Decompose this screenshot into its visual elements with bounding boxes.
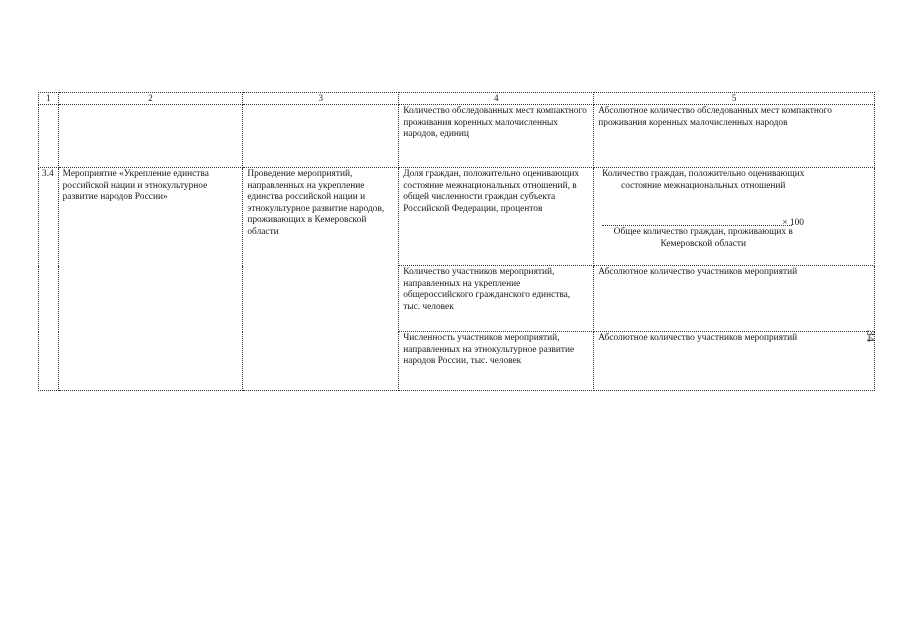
empty-cell [39,105,59,168]
table-row [39,105,875,168]
measure-cell: Мероприятие «Укрепление единства российской нации и этнокультурное развитие народов России» [58,168,243,391]
method-cell: Абсолютное количество участников мероприятий [594,332,875,391]
formula-cell [594,168,875,266]
formula [598,169,870,261]
indicator-cell: Доля граждан, положительно оценивающих состояние межнациональных отношений, в общей численности граждан субъекта Российской Федерации, процентов [399,168,594,266]
indicator-cell: Количество обследованных мест компактного проживания коренных малочисленных народов, единиц [399,105,594,168]
formula-multiplier: × 100 [782,218,804,228]
formula-numerator: Количество граждан, положительно оценивающих состояние межнациональных отношений [602,169,805,191]
header-row [39,93,875,105]
header-cell: 5 [594,93,875,105]
formula-denominator: Общее количество граждан, проживающих в Кемеровской области [613,227,793,249]
page-number: 34 [864,330,878,342]
method-cell: Абсолютное количество участников мероприятий [594,266,875,332]
action-cell: Проведение мероприятий, направленных на укрепление единства российской нации и этнокультурное развитие народов, проживающих в Кемеровской области [243,168,399,391]
table-row [39,168,875,266]
header-cell: 3 [243,93,399,105]
fraction-line [602,225,792,226]
row-number: 3.4 [39,168,59,391]
indicators-table [38,92,875,391]
indicator-cell: Количество участников мероприятий, направленных на укрепление общероссийского гражданского единства, тыс. человек [399,266,594,332]
empty-cell [243,105,399,168]
empty-cell [58,105,243,168]
header-cell: 1 [39,93,59,105]
header-cell: 4 [399,93,594,105]
method-cell: Абсолютное количество обследованных мест компактного проживания коренных малочисленных народов [594,105,875,168]
indicator-cell: Численность участников мероприятий, направленных на этнокультурное развитие народов России, тыс. человек [399,332,594,391]
header-cell: 2 [58,93,243,105]
